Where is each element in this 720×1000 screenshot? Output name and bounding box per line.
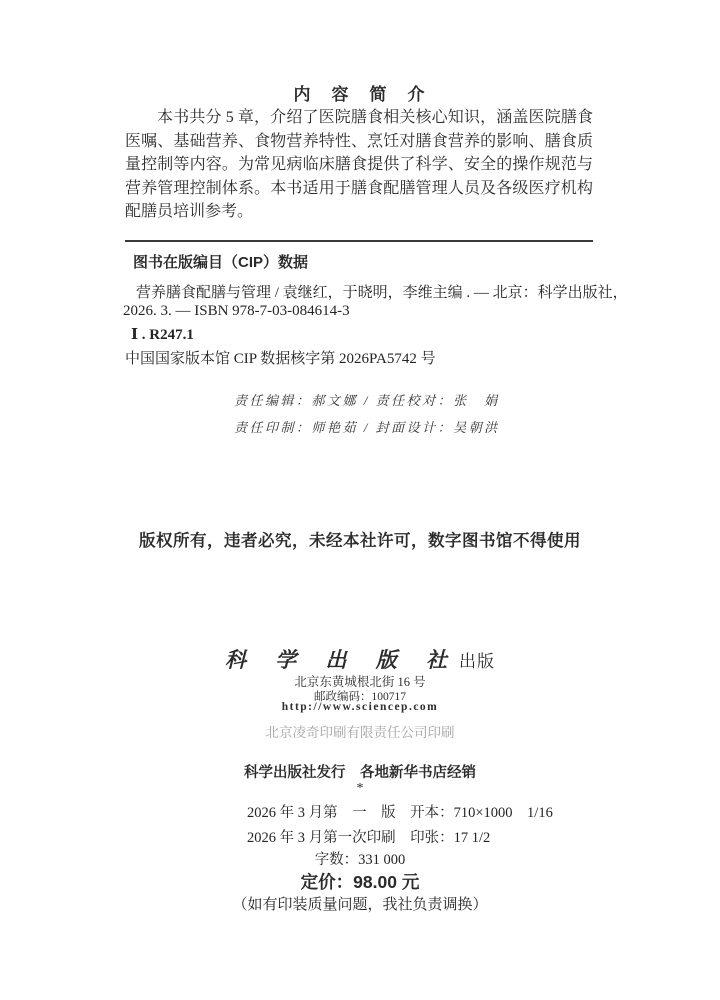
cip-record-number-line: 中国国家版本馆 CIP 数据核字第 2026PA5742 号 [125, 351, 436, 367]
publisher-name-script: 科 学 出 版 社 [225, 648, 459, 672]
publisher-address: 北京东黄城根北街 16 号 [294, 675, 426, 689]
credits-printing-line: 责任印制：师艳茹 / 封面设计：吴朝洪 [234, 420, 500, 435]
exchange-note: （如有印装质量问题，我社负责调换） [232, 897, 488, 913]
copyright-notice: 版权所有，违者必究，未经本社许可，数字图书馆不得使用 [139, 532, 581, 550]
cip-divider-rule [125, 240, 593, 242]
cip-classification-line: Ⅰ . R247.1 [131, 327, 194, 343]
intro-paragraph: 本书共分 5 章，介绍了医院膳食相关核心知识，涵盖医院膳食医嘱、基础营养、食物营养特性、烹饪对膳食营养的影响、膳食质量控制等内容。为常见病临床膳食提供了科学、安全的操作规范与营养管理控制体系。本书适用于膳食配膳管理人员及各级医疗机构配膳员培训参考。 [125, 109, 593, 220]
cip-heading: 图书在版编目（CIP）数据 [133, 254, 309, 271]
publisher-name-suffix: 出版 [459, 652, 495, 671]
printing-info-line: 2026 年 3 月第一次印刷 印张：17 1/2 [247, 830, 491, 846]
separator-star: * [356, 781, 364, 796]
publisher-postcode: 邮政编码：100717 [314, 691, 406, 703]
distribution-line: 科学出版社发行 各地新华书店经销 [244, 765, 476, 781]
cip-bibliographic-line: 营养膳食配膳与管理 / 袁继红，于晓明，李维主编 . –– 北京：科学出版社， [136, 285, 628, 301]
wordcount-line: 字数：331 000 [314, 852, 406, 868]
printer-line: 北京凌奇印刷有限责任公司印刷 [265, 725, 455, 740]
credits-editor-line: 责任编辑：郝文娜 / 责任校对：张 娟 [234, 393, 500, 408]
publisher-url: http://www.sciencep.com [281, 701, 439, 713]
staff-credits [234, 387, 500, 441]
cip-isbn-line: 2026. 3. –– ISBN 978-7-03-084614-3 [123, 303, 350, 319]
price-line: 定价：98.00 元 [300, 872, 420, 892]
intro-title: 内 容 简 介 [293, 85, 427, 104]
edition-info-line: 2026 年 3 月第 一 版 开本：710×1000 1/16 [247, 805, 553, 821]
publisher-name [0, 644, 720, 674]
